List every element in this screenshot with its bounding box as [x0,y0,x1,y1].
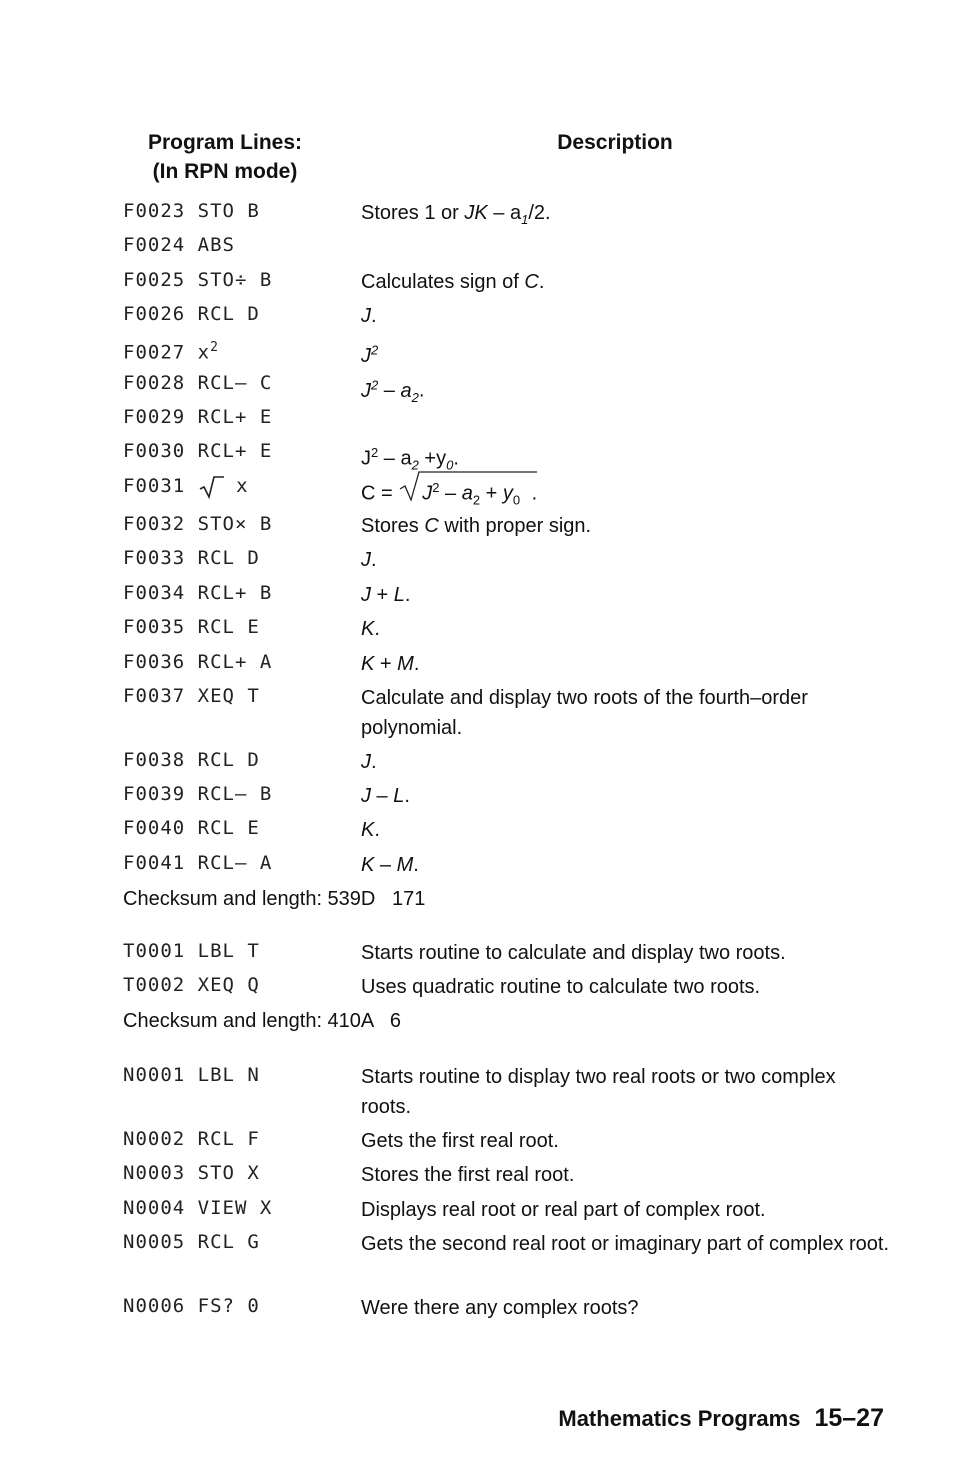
description-text: Starts routine to calculate and display two roots. [361,942,786,964]
program-line: F0041 RCL– A [123,852,273,874]
program-lines-heading [140,128,310,186]
description-text [361,404,891,438]
program-line: F0037 XEQ T [123,685,260,707]
description-text: Stores C with proper sign. [361,515,592,537]
table-row [0,1293,954,1327]
description-text: Stores the first real root. [361,1164,575,1186]
table-row [0,232,954,267]
description-text: Calculates sign of C. [361,271,545,293]
description-text: $J^2 - a_2 +y_0$. [361,445,459,473]
table-row [0,1062,954,1126]
program-line: F0032 STO× B [123,513,273,535]
program-line: N0006 FS? 0 [123,1295,260,1317]
table-row [0,1126,954,1160]
program-line: N0002 RCL F [123,1128,260,1150]
table-row [0,511,954,545]
description-text: Uses quadratic routine to calculate two roots. [361,976,761,998]
program-line: N0003 STO X [123,1162,260,1184]
description-text: Stores 1 or JK – $a_1/2$. [361,202,551,227]
description-text: C = $J^2 - a_2 + y_0$ . [361,473,891,511]
page-number: 15–27 [814,1404,884,1432]
table-row [0,1160,954,1195]
description-text: K. [361,819,380,841]
description-text: J – L. [361,785,410,807]
description-text: $J^2$ [361,342,379,367]
table-row [0,545,954,580]
description-text: K + M. [361,653,420,675]
program-line: F0039 RCL– B [123,783,273,805]
table-row [0,850,954,884]
program-line: F0024 ABS [123,234,235,256]
program-line: F0033 RCL D [123,547,260,569]
program-line: F0027 $x^2$ [123,340,219,364]
program-line: F0031 x [123,475,249,497]
program-line: F0028 RCL– C [123,372,273,394]
description-text: K. [361,618,380,640]
program-line: F0023 STO B [123,200,260,222]
description-text: $J^2 - a_2$. [361,377,425,405]
description-text: Were there any complex roots? [361,1297,639,1319]
program-line: F0035 RCL E [123,616,260,638]
footer-title: Mathematics Programs [558,1406,801,1431]
table-row [0,649,954,683]
description-text: J. [361,305,377,327]
program-line: N0001 LBL N [123,1064,260,1086]
description-text: J. [361,751,377,773]
program-line: F0034 RCL+ B [123,582,273,604]
program-line: F0026 RCL D [123,303,260,325]
table-row [0,404,954,438]
sqrt-formula: $J^2 - a_2 + y_0$ [398,473,526,516]
table-row [0,301,954,335]
description-text: Gets the second real root or imaginary part of complex root. [361,1233,890,1255]
program-line: N0004 VIEW X [123,1197,273,1219]
program-line: F0030 RCL+ E [123,440,273,462]
table-row [0,781,954,815]
program-lines-heading-line1: Program Lines: [147,131,303,154]
table-row [0,580,954,614]
table-row [0,370,954,404]
description-text: Gets the first real root. [361,1130,559,1152]
table-row [0,683,954,747]
program-line: T0001 LBL T [123,940,260,962]
table-row [0,438,954,473]
table-row [0,198,954,232]
program-line: F0038 RCL D [123,749,260,771]
description-text: K – M. [361,854,419,876]
description-text: J. [361,549,377,571]
table-row [0,267,954,301]
description-text [361,232,891,267]
description-text: Starts routine to display two real roots or two complex roots. [361,1066,836,1118]
description-heading: Description [557,131,673,154]
table-row [0,972,954,1006]
program-line: N0005 RCL G [123,1231,260,1253]
page-footer [558,1404,884,1433]
program-listing [0,198,954,1327]
table-row [0,335,954,370]
checksum-t: Checksum and length: 410A 6 [123,1010,401,1032]
description-text: Calculate and display two roots of the fourth–order polynomial. [361,687,808,739]
description-text: J + L. [361,584,411,606]
table-row [0,614,954,649]
table-row [0,747,954,781]
program-line: F0036 RCL+ A [123,651,273,673]
program-line: F0025 STO÷ B [123,269,273,291]
program-line: T0002 XEQ Q [123,974,260,996]
table-row [0,473,954,511]
table-row [0,1195,954,1229]
program-lines-heading-line2: (In RPN mode) [152,160,298,183]
program-line: F0040 RCL E [123,817,260,839]
table-row [0,938,954,972]
table-row [0,815,954,850]
square-root-icon [198,475,224,499]
description-text: Displays real root or real part of complex root. [361,1199,766,1221]
program-line: F0029 RCL+ E [123,406,273,428]
checksum-f: Checksum and length: 539D 171 [123,888,426,910]
table-row [0,1229,954,1293]
